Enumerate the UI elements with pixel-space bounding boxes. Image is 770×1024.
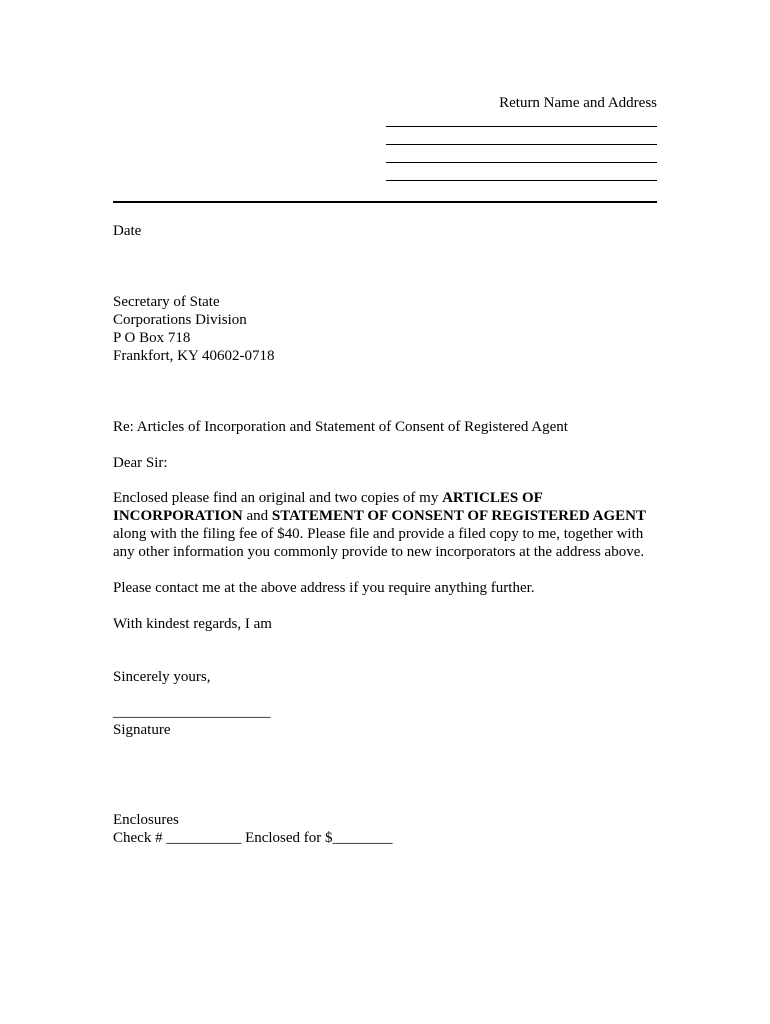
salutation: Dear Sir: bbox=[113, 455, 168, 471]
subject-line: Re: Articles of Incorporation and Statement of Consent of Registered Agent bbox=[113, 419, 568, 435]
articles-of-incorporation-text: ARTICLES OF INCORPORATION bbox=[113, 490, 543, 524]
return-address-line[interactable] bbox=[386, 162, 657, 163]
signature-label: Signature bbox=[113, 722, 171, 738]
statement-of-consent-text: STATEMENT OF CONSENT OF REGISTERED AGENT bbox=[271, 508, 647, 524]
check-enclosed-line[interactable]: Check # __________ Enclosed for $________ bbox=[113, 830, 393, 846]
signature-line[interactable]: _____________________ bbox=[113, 704, 271, 720]
recipient-address bbox=[113, 293, 673, 365]
body-text: and bbox=[242, 508, 272, 524]
body-text: Enclosed please find an original and two copies of my bbox=[113, 490, 443, 506]
body-text: along with the filing fee of $40. Please file and provide a filed copy to me, together with any other information you commonly provide to new incorporators at the address above. bbox=[113, 526, 645, 560]
return-address-line[interactable] bbox=[386, 126, 657, 127]
recipient-line: P O Box 718 bbox=[113, 330, 191, 346]
recipient-line: Frankfort, KY 40602-0718 bbox=[113, 348, 275, 364]
body-paragraph: With kindest regards, I am bbox=[113, 616, 272, 632]
body-paragraph: Please contact me at the above address if you require anything further. bbox=[113, 580, 535, 596]
enclosures-label: Enclosures bbox=[113, 812, 179, 828]
date-label: Date bbox=[113, 223, 142, 239]
closing: Sincerely yours, bbox=[113, 669, 211, 685]
return-address-line[interactable] bbox=[386, 144, 657, 145]
recipient-line: Corporations Division bbox=[113, 312, 247, 328]
return-address-label: Return Name and Address bbox=[499, 95, 657, 111]
recipient-line: Secretary of State bbox=[113, 294, 220, 310]
header-divider bbox=[113, 201, 657, 203]
return-address-line[interactable] bbox=[386, 180, 657, 181]
body-paragraph bbox=[113, 489, 661, 561]
